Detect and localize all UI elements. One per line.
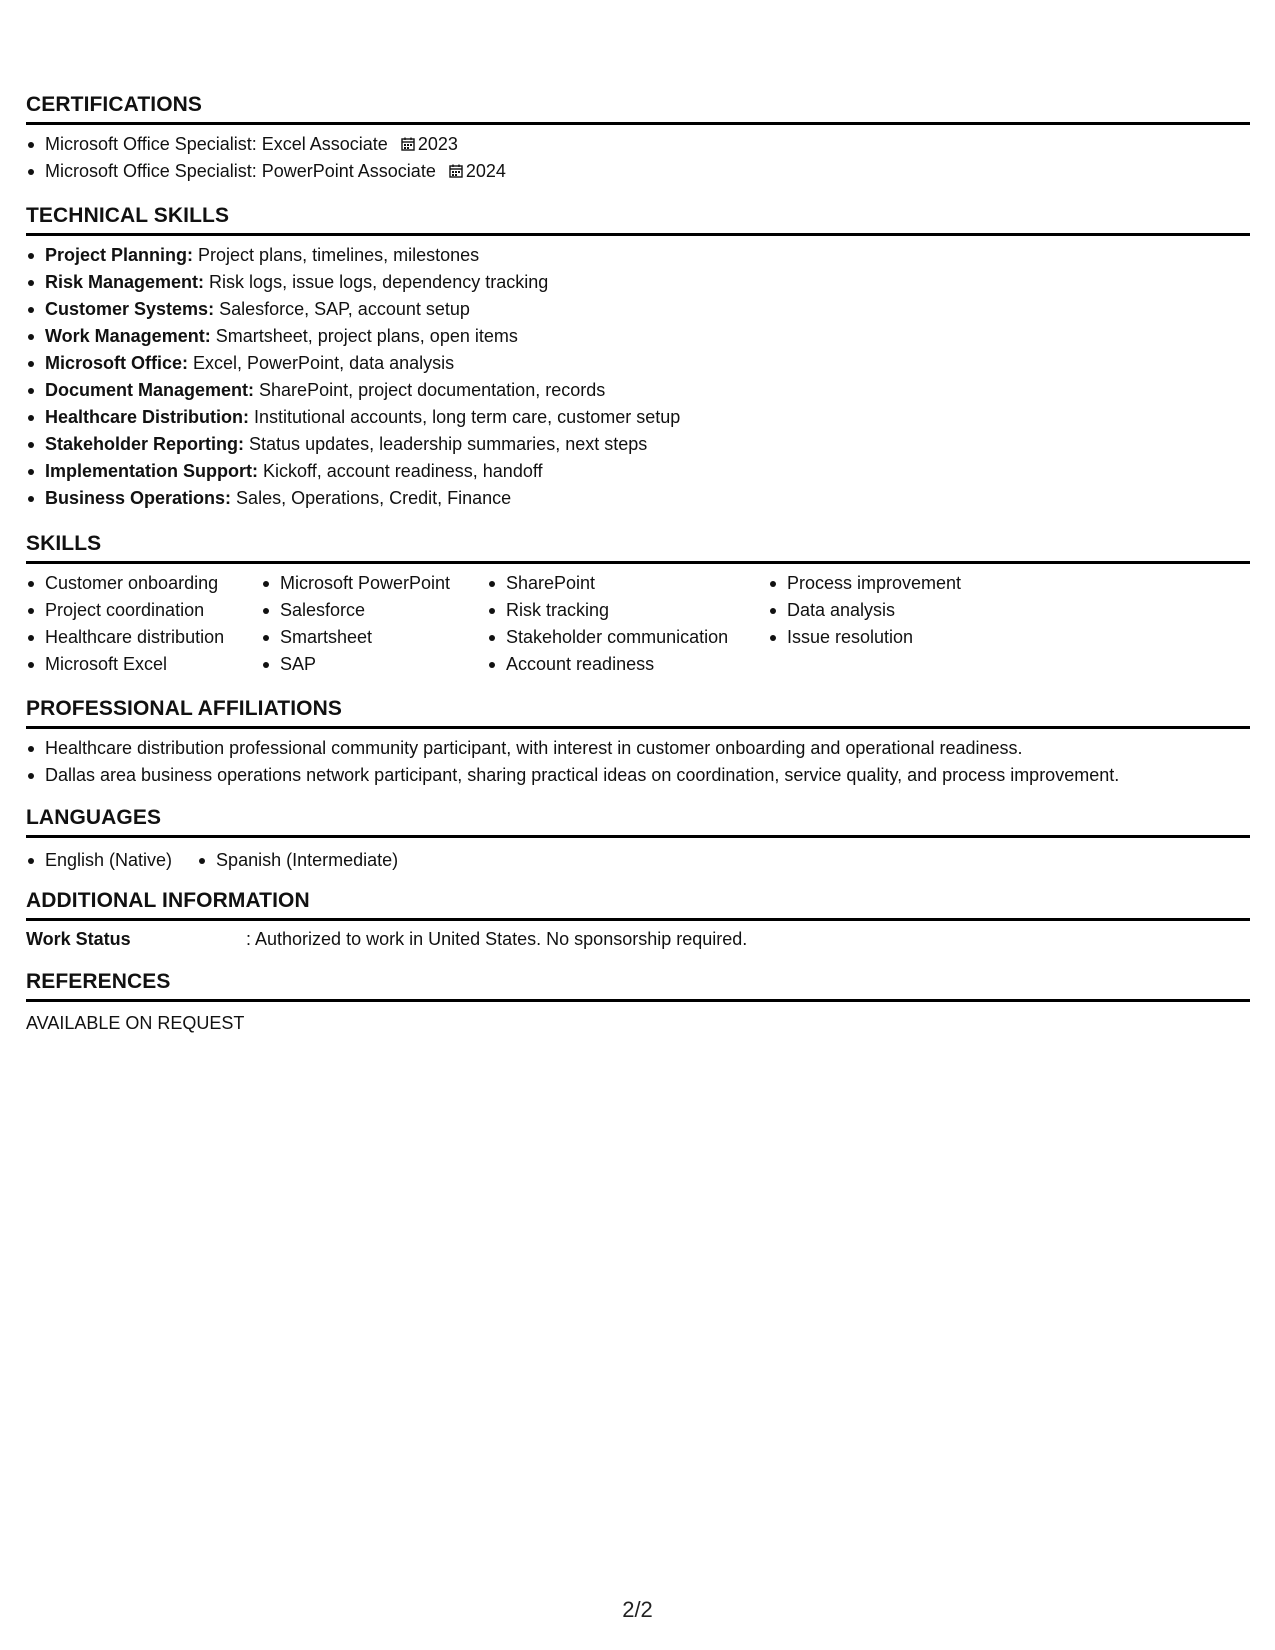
skill-item: Smartsheet (261, 624, 475, 651)
references-text: AVAILABLE ON REQUEST (26, 1013, 245, 1033)
page-number: 2/2 (622, 1597, 653, 1622)
section-title: TECHNICAL SKILLS (26, 204, 1250, 236)
skills-section (26, 532, 1250, 678)
section-title: ADDITIONAL INFORMATION (26, 889, 1250, 921)
skill-item: Risk tracking (487, 597, 756, 624)
skill-item: Account readiness (487, 651, 756, 678)
language-item: Spanish (Intermediate) (197, 847, 398, 874)
skill-item: Process improvement (768, 570, 1008, 597)
skill-item: Stakeholder communication (487, 624, 756, 651)
certification-item: Microsoft Office Specialist: PowerPoint Associate 2024 (26, 158, 1250, 185)
affiliation-item: Dallas area business operations network participant, sharing practical ideas on coordination, service quality, and process improvement. (26, 762, 1250, 789)
certification-list (26, 131, 1250, 185)
technical-skill-item: Work Management: Smartsheet, project plans, open items (26, 323, 1250, 350)
skills-column (261, 570, 475, 678)
skill-item: Healthcare distribution (26, 624, 249, 651)
skill-item: Salesforce (261, 597, 475, 624)
skill-item: Data analysis (768, 597, 1008, 624)
certification-year: 2023 (417, 134, 458, 154)
affiliations-list (26, 735, 1250, 789)
technical-skill-item: Risk Management: Risk logs, issue logs, dependency tracking (26, 269, 1250, 296)
skill-item: Microsoft PowerPoint (261, 570, 475, 597)
technical-skill-item: Business Operations: Sales, Operations, Credit, Finance (26, 485, 1250, 512)
technical-skill-item: Healthcare Distribution: Institutional accounts, long term care, customer setup (26, 404, 1250, 431)
section-title: PROFESSIONAL AFFILIATIONS (26, 697, 1250, 729)
section-title: CERTIFICATIONS (26, 93, 1250, 125)
technical-skills-section (26, 204, 1250, 512)
language-item: English (Native) (26, 847, 172, 874)
technical-skill-item: Microsoft Office: Excel, PowerPoint, data analysis (26, 350, 1250, 377)
technical-skill-item: Document Management: SharePoint, project documentation, records (26, 377, 1250, 404)
section-title: REFERENCES (26, 970, 1250, 1002)
skills-column (26, 570, 249, 678)
certification-item: Microsoft Office Specialist: Excel Associate 2023 (26, 131, 1250, 158)
skills-column (487, 570, 756, 678)
skill-item: Customer onboarding (26, 570, 249, 597)
skill-item: SAP (261, 651, 475, 678)
skills-columns (26, 570, 1250, 678)
languages-section (26, 806, 1250, 874)
calendar-icon (449, 164, 463, 178)
technical-skill-item: Project Planning: Project plans, timelines, milestones (26, 242, 1250, 269)
technical-skill-item: Implementation Support: Kickoff, account readiness, handoff (26, 458, 1250, 485)
calendar-icon (401, 137, 415, 151)
skills-column (768, 570, 1008, 678)
technical-skills-list (26, 242, 1250, 512)
section-title: SKILLS (26, 532, 1250, 564)
skill-item: Microsoft Excel (26, 651, 249, 678)
certifications-section (26, 93, 1250, 185)
skill-item: Project coordination (26, 597, 249, 624)
work-status-label: Work Status (26, 929, 131, 949)
skill-item: SharePoint (487, 570, 756, 597)
references-section (26, 970, 1250, 1035)
technical-skill-item: Stakeholder Reporting: Status updates, leadership summaries, next steps (26, 431, 1250, 458)
affiliation-item: Healthcare distribution professional community participant, with interest in customer onboarding and operational readiness. (26, 735, 1250, 762)
work-status-value: : Authorized to work in United States. No sponsorship required. (246, 929, 748, 949)
languages-list (26, 847, 1250, 874)
affiliations-section (26, 697, 1250, 789)
work-status-row (26, 927, 1250, 951)
technical-skill-item: Customer Systems: Salesforce, SAP, account setup (26, 296, 1250, 323)
section-title: LANGUAGES (26, 806, 1250, 838)
certification-year: 2024 (465, 161, 506, 181)
skill-item: Issue resolution (768, 624, 1008, 651)
additional-info-section (26, 889, 1250, 951)
